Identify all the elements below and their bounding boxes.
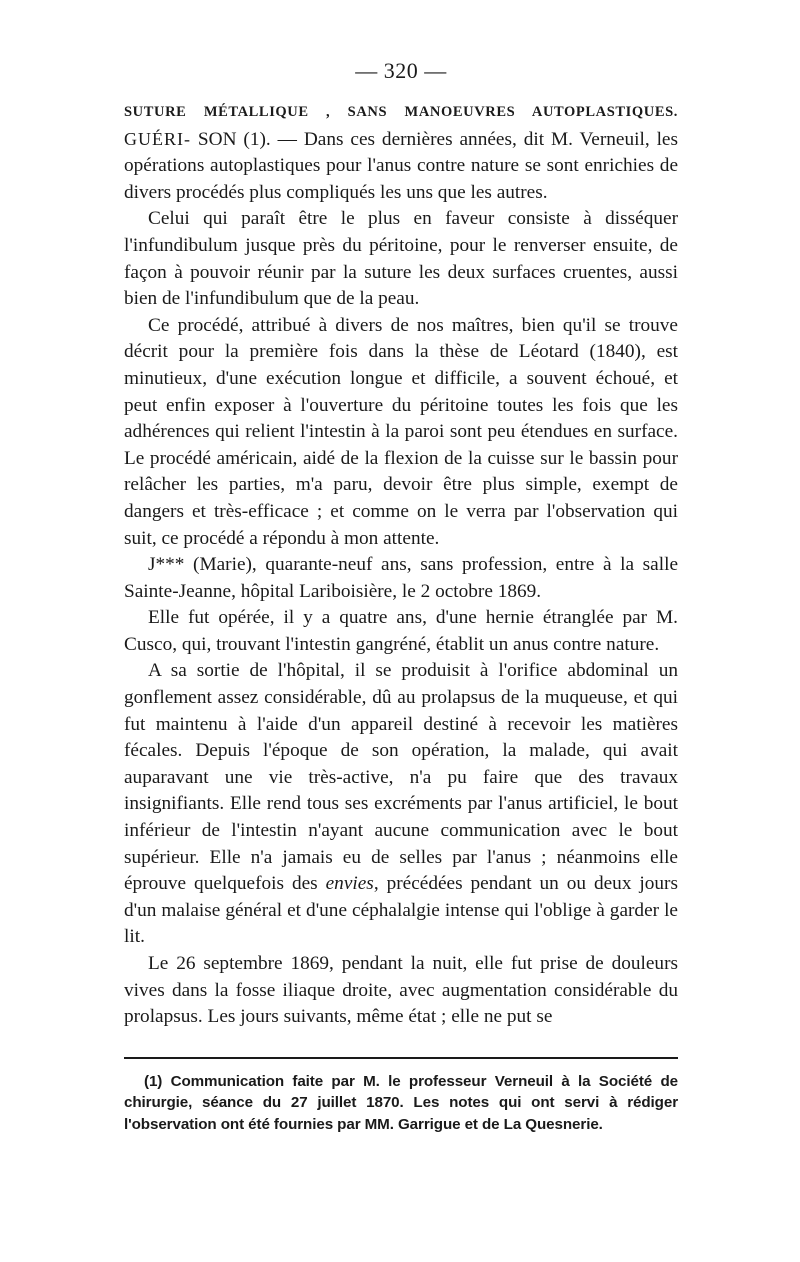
page-number: — 320 —	[355, 58, 447, 83]
paragraph-1-text: SON (1). — Dans ces dernières années, dit M. Verneuil, les opérations autoplastiques pour l'anus contre nature se sont enrichies de divers procédés plus compliqués les uns que les autres.	[124, 128, 678, 203]
footnote	[124, 1071, 678, 1136]
paragraph-6-text-a: A sa sortie de l'hôpital, il se produisit à l'orifice abdominal un gonflement assez considérable, dû au prolapsus de la muqueuse, et qui fut maintenu à l'aide d'un appareil destiné à recevoir les matières fécales. Depuis l'époque de son opération, la malade, qui avait auparavant une vie très-active, n'a pu faire que des travaux insignifiants. Elle rend tous ses excréments par l'anus artificiel, le bout inférieur de l'intestin n'ayant aucune communication avec le bout supérieur. Elle n'a jamais eu de selles par l'anus ; néanmoins elle éprouve quelquefois des	[124, 660, 678, 895]
body-text	[124, 98, 678, 1031]
paragraph-3: Ce procédé, attribué à divers de nos maîtres, bien qu'il se trouve décrit pour la première fois dans la thèse de Léotard (1840), est minutieux, d'une exécution longue et difficile, a souvent échoué, et peut enfin exposer à l'ouverture du péritoine toutes les fois que les adhérences qui relient l'intestin à la paroi sont peu étendues en surface. Le procédé américain, aidé de la flexion de la cuisse sur le bassin pour relâcher les parties, m'a paru, devoir être plus simple, exempt de dangers et très-efficace ; et comme on le verra par l'observation qui suit, ce procédé a répondu à mon attente.	[124, 314, 678, 549]
section-heading-continued: GUÉRI-	[124, 128, 191, 149]
footnote-divider	[124, 1057, 678, 1059]
paragraph-6-text-b: , précédées pendant un ou deux jours d'un malaise général et d'une céphalalgie intense qui l'oblige à garder le lit.	[124, 873, 678, 948]
book-page	[124, 58, 678, 1135]
paragraph-7: Le 26 septembre 1869, pendant la nuit, elle fut prise de douleurs vives dans la fosse iliaque droite, avec augmentation considérable du prolapsus. Les jours suivants, même état ; elle ne put se	[124, 953, 678, 1028]
paragraph-2: Celui qui paraît être le plus en faveur consiste à disséquer l'infundibulum jusque près du péritoine, pour le renverser ensuite, de façon à pouvoir réunir par la suture les deux surfaces cruentes, aussi bien de l'infundibulum que de la peau.	[124, 208, 678, 310]
paragraph-5: Elle fut opérée, il y a quatre ans, d'une hernie étranglée par M. Cusco, qui, trouvant l'intestin gangréné, établit un anus contre nature.	[124, 607, 678, 655]
paragraph-4: J*** (Marie), quarante-neuf ans, sans profession, entre à la salle Sainte-Jeanne, hôpital Lariboisière, le 2 octobre 1869.	[124, 554, 678, 602]
paragraph-6-italic: envies	[325, 873, 374, 895]
section-heading: SUTURE MÉTALLIQUE , SANS MANOEUVRES AUTOPLASTIQUES.	[124, 104, 678, 120]
paragraph-6	[124, 658, 678, 951]
footnote-text: (1) Communication faite par M. le professeur Verneuil à la Société de chirurgie, séance du 27 juillet 1870. Les notes qui ont servi à rédiger l'observation ont été fournies par MM. Garrigue et de La Quesnerie.	[124, 1072, 678, 1133]
paragraph-1	[124, 98, 678, 206]
